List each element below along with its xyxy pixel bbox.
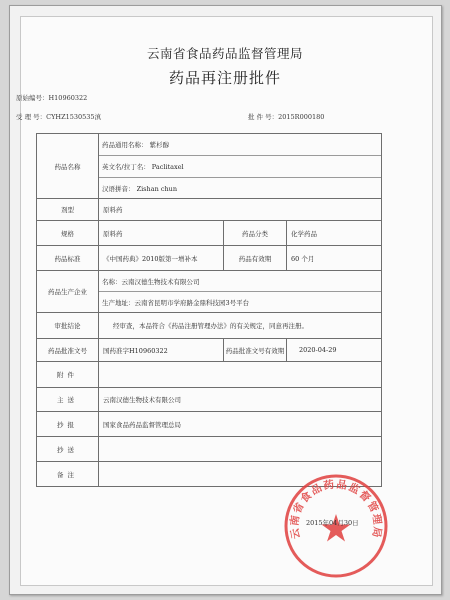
table-row	[37, 339, 382, 362]
manufacturer-details	[99, 271, 381, 312]
acceptance-number	[16, 112, 101, 121]
standard-label: 药品标准	[37, 246, 99, 271]
generic-name-label: 药品通用名称：	[102, 141, 148, 149]
cc2-value	[99, 437, 382, 462]
cc-label: 抄报	[37, 412, 99, 437]
remarks-label: 备注	[37, 462, 99, 487]
issue-date: 2015年04月30日	[306, 519, 359, 527]
manufacturer-address-label: 生产地址：	[102, 298, 135, 307]
recipient-label: 主送	[37, 388, 99, 412]
english-name-value: Paclitaxel	[151, 163, 184, 171]
conclusion-label: 审批结论	[37, 313, 99, 339]
pinyin-label: 汉语拼音：	[102, 184, 135, 193]
dosage-form-value: 原料药	[99, 199, 382, 221]
spec-value: 原料药	[99, 221, 224, 246]
conclusion-value: 经审查，本品符合《药品注册管理办法》的有关规定，同意再注册。	[99, 313, 382, 339]
manufacturer-name-label: 名称：	[102, 277, 122, 286]
approval-doc-validity-value: 2020-04-29	[287, 339, 382, 362]
standard-value: 《中国药典》2010版第一增补本	[99, 246, 224, 271]
approval-table	[36, 133, 382, 487]
pinyin-value: Zishan chun	[136, 184, 178, 193]
issuing-authority: 云南省食品药品监督管理局	[146, 46, 303, 61]
cc2-label: 抄送	[37, 437, 99, 462]
category-label: 药品分类	[224, 221, 287, 246]
original-number-label: 原始编号：	[16, 94, 49, 102]
drug-name-details	[99, 134, 381, 198]
shelf-life-label: 药品有效期	[224, 246, 287, 271]
acceptance-number-value: CYHZ1530535滇	[46, 113, 102, 121]
table-row	[37, 412, 382, 437]
table-row	[37, 271, 382, 313]
table-row	[37, 437, 382, 462]
table-row	[37, 362, 382, 388]
shelf-life-value: 60 个月	[287, 246, 382, 271]
drug-name-label: 药品名称	[37, 134, 99, 199]
manufacturer-address-value: 云南省昆明市学府路金鼎科技园3号平台	[134, 298, 250, 307]
table-row	[37, 134, 382, 199]
table-row	[37, 388, 382, 412]
approval-doc-validity-label: 药品批准文号有效期	[224, 339, 287, 362]
attachments-value	[99, 362, 382, 388]
seal-text: 云南省食品药品监督管理局	[288, 478, 384, 540]
acceptance-number-label: 受 理 号：	[16, 113, 47, 121]
original-number	[16, 93, 87, 102]
document-title: 药品再注册批件	[168, 69, 281, 87]
table-row	[37, 313, 382, 339]
dosage-form-label: 剂型	[37, 199, 99, 221]
approval-number	[248, 112, 324, 121]
table-row	[37, 221, 382, 246]
approval-number-label: 批 件 号：	[248, 113, 279, 121]
spec-label: 规格	[37, 221, 99, 246]
approval-number-value: 2015R000180	[278, 113, 325, 121]
table-row	[37, 199, 382, 221]
approval-doc-value: 国药准字H10960322	[99, 339, 224, 362]
attachments-label: 附件	[37, 362, 99, 388]
generic-name-value: 紫杉醇	[149, 141, 170, 149]
manufacturer-name-value: 云南汉德生物技术有限公司	[121, 277, 200, 286]
original-number-value: H10960322	[48, 94, 88, 102]
english-name-label: 英文名/拉丁名：	[102, 163, 150, 171]
category-value: 化学药品	[287, 221, 382, 246]
manufacturer-label: 药品生产企业	[37, 271, 99, 313]
approval-doc-label: 药品批准文号	[37, 339, 99, 362]
recipient-value: 云南汉德生物技术有限公司	[99, 388, 382, 412]
cc-value: 国家食品药品监督管理总局	[99, 412, 382, 437]
table-row	[37, 246, 382, 271]
